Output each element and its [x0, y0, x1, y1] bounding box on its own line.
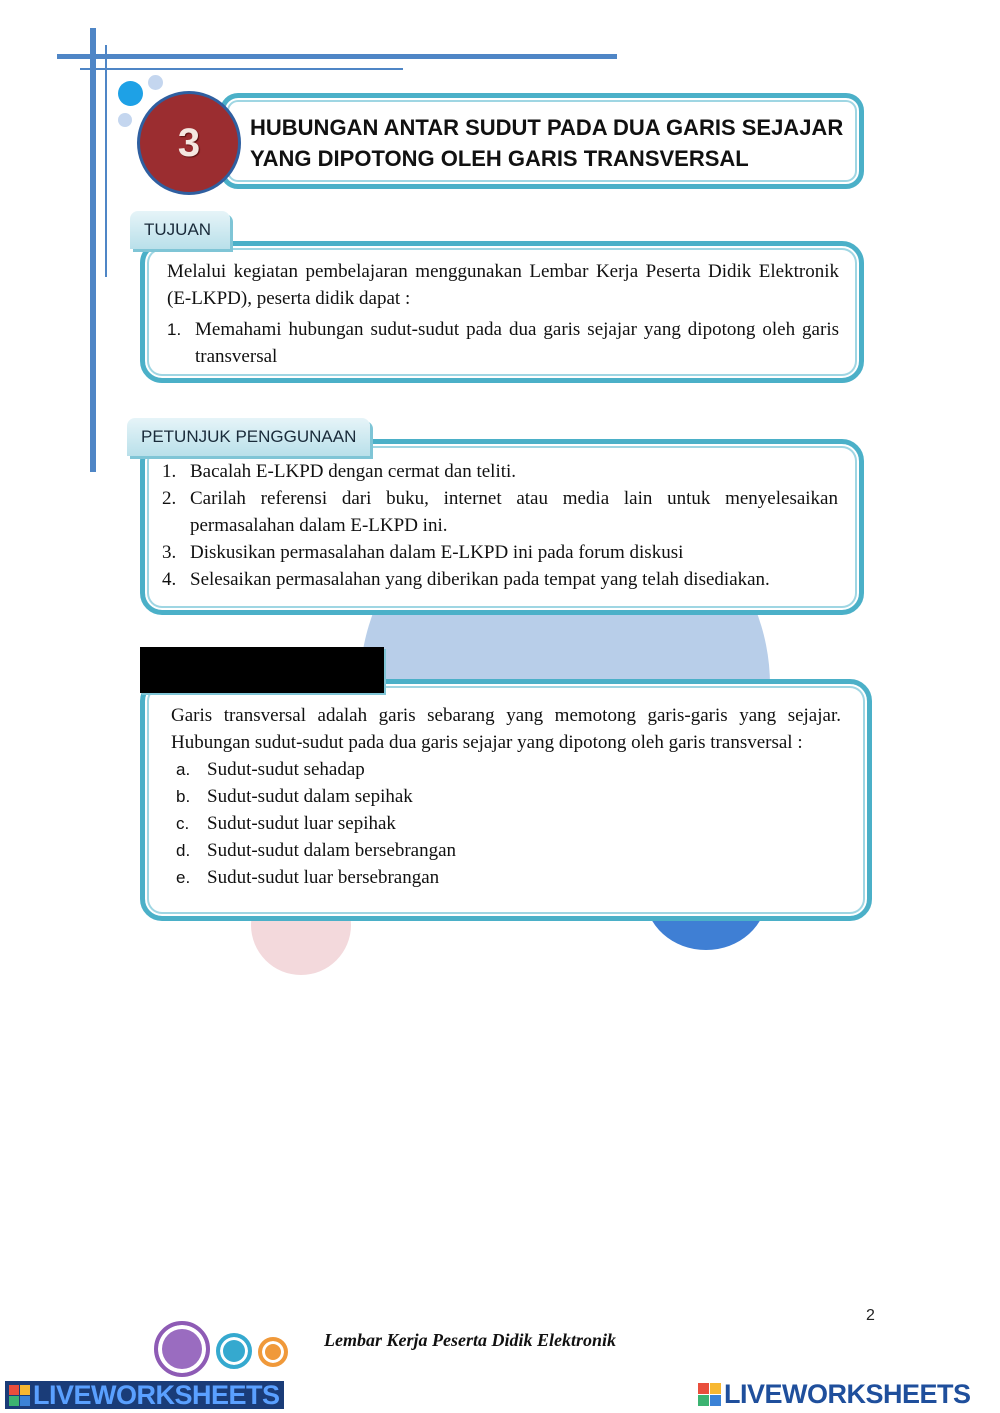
liveworksheets-text-left: LIVEWORKSHEETS — [33, 1379, 280, 1410]
list-item — [162, 458, 838, 485]
list-item-number: 1. — [162, 461, 177, 482]
list-item-text: Bacalah E-LKPD dengan cermat dan teliti. — [190, 461, 517, 482]
list-item-letter: d. — [176, 841, 191, 860]
list-item-text: Sudut-sudut luar sepihak — [207, 813, 396, 834]
footer-circle-purple — [154, 1321, 210, 1377]
tujuan-body — [167, 258, 839, 370]
materi-list — [171, 756, 841, 891]
liveworksheets-logo-left — [5, 1381, 284, 1409]
horizontal-rule-main — [57, 54, 617, 59]
list-item-text: Carilah referensi dari buku, internet atau media lain untuk menyelesaikan permasalahan dalam E-LKPD ini. — [190, 488, 838, 536]
list-item-text: Sudut-sudut dalam bersebrangan — [207, 840, 457, 861]
materi-tab-label — [140, 660, 152, 679]
materi-tab-redacted — [140, 647, 384, 693]
petunjuk-tab: PETUNJUK PENGGUNAAN — [127, 418, 370, 456]
list-item — [171, 864, 841, 891]
list-item-letter: a. — [176, 760, 191, 779]
chapter-number-badge — [140, 94, 238, 192]
list-item — [171, 810, 841, 837]
materi-body — [171, 702, 841, 891]
vertical-rule-thin — [105, 45, 107, 277]
list-item — [162, 539, 838, 566]
list-item-text: Diskusikan permasalahan dalam E-LKPD ini pada forum diskusi — [190, 542, 684, 563]
petunjuk-body — [162, 458, 838, 593]
live-badge-icon — [9, 1385, 30, 1406]
footer-circle-cyan — [216, 1333, 252, 1369]
liveworksheets-logo-right — [698, 1378, 971, 1410]
vertical-rule-main — [90, 28, 96, 472]
list-item-letter: e. — [176, 868, 191, 887]
page-title — [250, 112, 850, 174]
page-title-line-1: HUBUNGAN ANTAR SUDUT PADA DUA GARIS SEJAJAR — [250, 115, 844, 140]
tujuan-intro: Melalui kegiatan pembelajaran menggunakan Lembar Kerja Peserta Didik Elektronik (E-LKPD), peserta didik dapat : — [167, 261, 839, 309]
tujuan-list — [167, 316, 839, 370]
list-item-number: 2. — [162, 488, 177, 509]
list-item-text: Memahami hubungan sudut-sudut pada dua garis sejajar yang dipotong oleh garis transversal — [195, 319, 839, 367]
list-item-letter: b. — [176, 787, 191, 806]
page-number: 2 — [866, 1307, 875, 1324]
materi-intro: Garis transversal adalah garis sebarang yang memotong garis-garis yang sejajar. Hubungan sudut-sudut pada dua garis sejajar yang dipotong oleh garis transversal : — [171, 705, 841, 753]
decor-dot-light-small — [118, 113, 132, 127]
list-item-letter: c. — [176, 814, 190, 833]
chapter-number: 3 — [177, 120, 201, 165]
list-item — [171, 837, 841, 864]
page-title-line-2: YANG DIPOTONG OLEH GARIS TRANSVERSAL — [250, 146, 749, 171]
list-item-number: 4. — [162, 569, 177, 590]
list-item-number: 1. — [167, 320, 182, 339]
decor-dot-blue — [118, 81, 143, 106]
live-badge-icon — [698, 1383, 721, 1406]
list-item-text: Selesaikan permasalahan yang diberikan pada tempat yang telah disediakan. — [190, 569, 770, 590]
tujuan-tab: TUJUAN — [130, 211, 230, 249]
liveworksheets-text-right: LIVEWORKSHEETS — [724, 1378, 971, 1409]
list-item — [171, 756, 841, 783]
list-item — [171, 783, 841, 810]
list-item-text: Sudut-sudut dalam sepihak — [207, 786, 413, 807]
list-item-text: Sudut-sudut sehadap — [207, 759, 365, 780]
footer-caption: Lembar Kerja Peserta Didik Elektronik — [324, 1330, 616, 1350]
petunjuk-list — [162, 458, 838, 593]
footer-circle-orange — [258, 1337, 288, 1367]
list-item-number: 3. — [162, 542, 177, 563]
horizontal-rule-thin — [80, 68, 403, 70]
list-item — [167, 316, 839, 370]
list-item-text: Sudut-sudut luar bersebrangan — [207, 867, 440, 888]
decor-dot-light — [148, 75, 163, 90]
list-item — [162, 566, 838, 593]
list-item — [162, 485, 838, 539]
